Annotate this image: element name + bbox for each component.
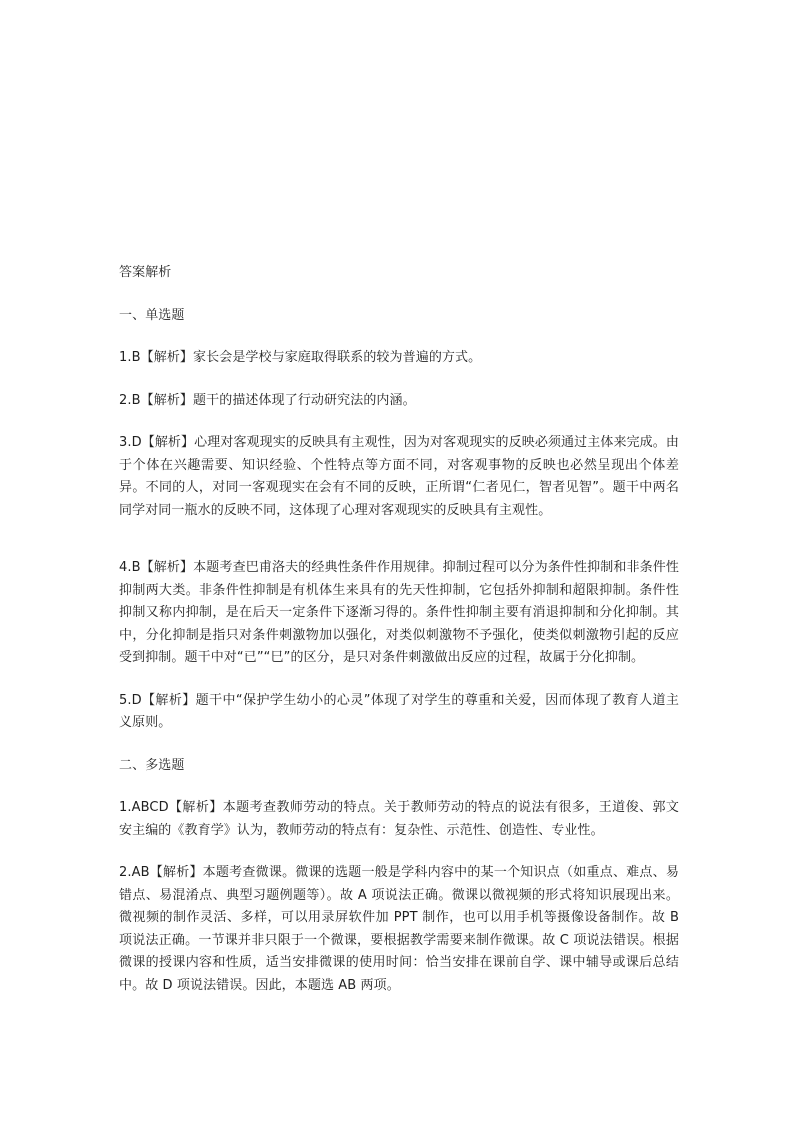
answer-item: 1.ABCD【解析】本题考查教师劳动的特点。关于教师劳动的特点的说法有很多，王道俊、郭文安主编的《教育学》认为，教师劳动的特点有：复杂性、示范性、创造性、专业性。 bbox=[119, 800, 679, 838]
answer-item: 1.B【解析】家长会是学校与家庭取得联系的较为普遍的方式。 bbox=[119, 350, 482, 365]
answer-item: 4.B【解析】本题考查巴甫洛夫的经典性条件作用规律。抑制过程可以分为条件性抑制和非条件性抑制两大类。非条件性抑制是有机体生来具有的先天性抑制，它包括外抑制和超限抑制。条件性抑制又称内抑制，是在后天一定条件下逐渐习得的。条件性抑制主要有消退抑制和分化抑制。其中，分化抑制是指只对条件刺激物加以强化，对类似刺激物不予强化，使类似刺激物引起的反应受到抑制。题干中对“已”“巳”的区分，是只对条件刺激做出反应的过程，故属于分化抑制。 bbox=[119, 560, 679, 665]
answer-item: 5.D【解析】题干中“保护学生幼小的心灵”体现了对学生的尊重和关爱，因而体现了教育人道主义原则。 bbox=[119, 692, 679, 730]
document-title: 答案解析 bbox=[119, 265, 172, 280]
section-heading-single-choice: 一、单选题 bbox=[119, 307, 185, 323]
answer-content bbox=[119, 262, 679, 1017]
answer-item: 2.AB【解析】本题考查微课。微课的选题一般是学科内容中的某一个知识点（如重点、难点、易错点、易混淆点、典型习题例题等）。故 A 项说法正确。微课以微视频的形式将知识展现出来。微视频的制作灵活、多样，可以用录屏软件加 PPT 制作，也可以用手机等摄像设备制作。故 B 项说法正确。一节课并非只限于一个微课，要根据教学需要来制作微课。故 C 项说法错误。根据微课的授课内容和性质，适当安排微课的使用时间：恰当安排在课前自学、课中辅导或课后总结中。故 D 项说法错误。因此，本题选 AB 两项。 bbox=[119, 865, 679, 993]
answer-item: 2.B【解析】题干的描述体现了行动研究法的内涵。 bbox=[119, 392, 416, 408]
answer-item: 3.D【解析】心理对客观现实的反映具有主观性，因为对客观现实的反映必须通过主体来完成。由于个体在兴趣需要、知识经验、个性特点等方面不同，对客观事物的反映也必然呈现出个体差异。不同的人，对同一客观现实在会有不同的反映，正所谓“仁者见仁，智者见智”。题干中两名同学对同一瓶水的反映不同，这体现了心理对客观现实的反映具有主观性。 bbox=[119, 435, 679, 518]
section-heading-multiple-choice: 二、多选题 bbox=[119, 757, 185, 773]
